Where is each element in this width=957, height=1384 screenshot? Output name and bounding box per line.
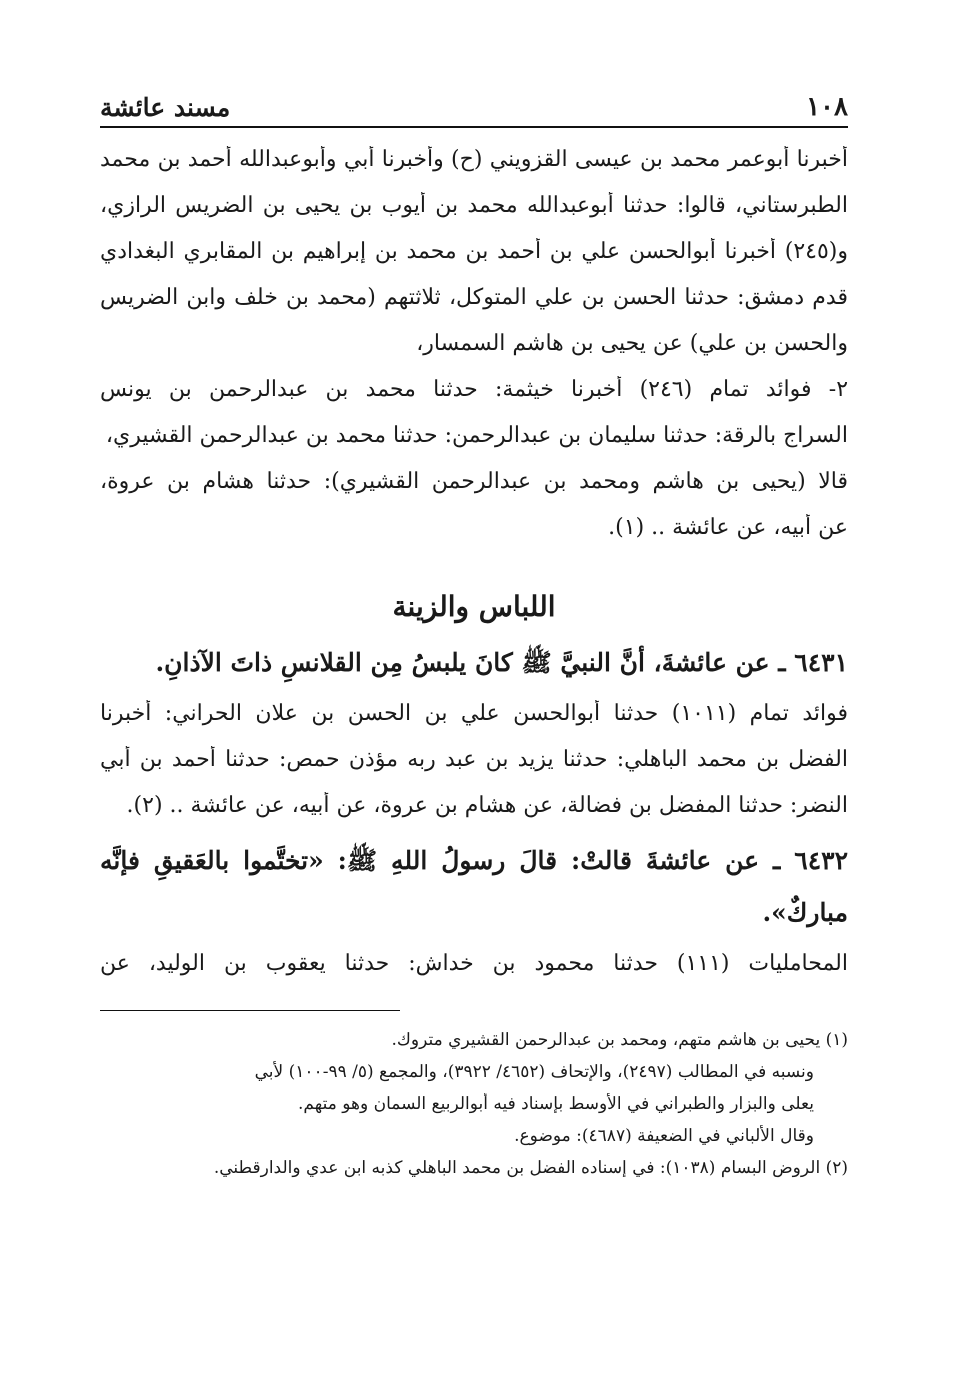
running-header (100, 78, 848, 128)
text-line: ٢- فوائد تمام (٢٤٦) أخبرنا خيثمة: حدثنا محمد بن عبدالرحمن بن يونس (100, 377, 848, 402)
hadith-6431: ٦٤٣١ ـ عن عائشةَ، أنَّ النبيَّ ﷺ كانَ يلبسُ مِن القلانسِ ذاتَ الآذانِ. (155, 648, 848, 677)
text-line: السراج بالرقة: حدثنا سليمان بن عبدالرحمن: حدثنا محمد بن عبدالرحمن القشيري، (105, 423, 848, 448)
footnote-1-continued: يعلى والبزار والطبراني في الأوسط بإسناد فيه أبوالربيع السمان وهو متهم. (298, 1094, 814, 1114)
page (100, 78, 848, 1189)
hadith-line: ٦٤٣٢ ـ عن عائشةَ قالتْ: قالَ رسولُ اللهِ ﷺ: «تختَّموا بالعَقيقِ فإنَّه (100, 846, 848, 875)
text-line: قدم دمشق: حدثنا الحسن بن علي المتوكل، ثلاثتهم (محمد بن خلف وابن الضريس (100, 285, 848, 310)
paragraph-6431-sources (100, 700, 848, 838)
footnote-separator (100, 1010, 400, 1011)
text-line: و(٢٤٥) أخبرنا أبوالحسن علي بن أحمد بن محمد بن إبراهيم بن المقابري البغدادي (100, 239, 848, 264)
footnote-1-continued: ونسبه في المطالب (٢٤٩٧)، والإتحاف (٤٦٥٢/ ٣٩٢٢)، والمجمع (٥/ ٩٩-١٠٠) لأبي (254, 1062, 814, 1082)
hadith-line: مباركٌ». (762, 898, 848, 927)
text-line: الفضل بن محمد الباهلي: حدثنا يزيد بن عبد ربه مؤذن حمص: حدثنا أحمد بن أبي (100, 747, 848, 772)
text-line: قالا (يحيى بن هاشم ومحمد بن عبدالرحمن القشيري): حدثنا هشام بن عروة، (100, 469, 848, 494)
text-line: عن أبيه، عن عائشة .. (١). (608, 515, 848, 540)
page-number: ١٠٨ (806, 92, 848, 122)
footnote-1-continued: وقال الألباني في الضعيفة (٤٦٨٧): موضوع. (514, 1126, 814, 1146)
text-line: والحسن بن علي) عن يحيى بن هاشم السمسار، (416, 331, 848, 356)
paragraph-isnad-2 (100, 376, 848, 468)
text-line: الطبرستاني، قالوا: حدثنا أبوعبدالله محمد بن أيوب بن يحيى بن الضريس الرازي، (100, 193, 848, 218)
hadith-6432 (100, 846, 848, 950)
text-line: النضر: حدثنا المفضل بن فضالة، عن هشام بن عروة، عن أبيه، عن عائشة .. (٢). (126, 793, 848, 818)
footnote-2: (٢) الروض البسام (١٠٣٨): في إسناده الفضل بن محمد الباهلي كذبه ابن عدي والدارقطني. (213, 1158, 848, 1178)
footnotes (100, 1029, 848, 1189)
footnote-1: (١) يحيى بن هاشم متهم، ومحمد بن عبدالرحمن القشيري متروك. (391, 1030, 848, 1050)
book-title: مسند عائشة (100, 93, 231, 122)
section-title: اللباس والزينة (392, 590, 556, 623)
paragraph-isnad-3 (100, 468, 848, 560)
paragraph-isnad-1 (100, 146, 848, 376)
text-line: المحامليات (١١١) حدثنا محمود بن خداش: حدثنا يعقوب بن الوليد، عن (100, 951, 848, 976)
paragraph-6432-sources (100, 950, 848, 996)
text-line: فوائد تمام (١٠١١) حدثنا أبوالحسن علي بن الحسن بن علان الحراني: أخبرنا (100, 701, 848, 726)
text-line: أخبرنا أبوعمر محمد بن عيسى القزويني (ح) وأخبرنا أبي وأبوعبدالله أحمد بن محمد (100, 147, 848, 172)
